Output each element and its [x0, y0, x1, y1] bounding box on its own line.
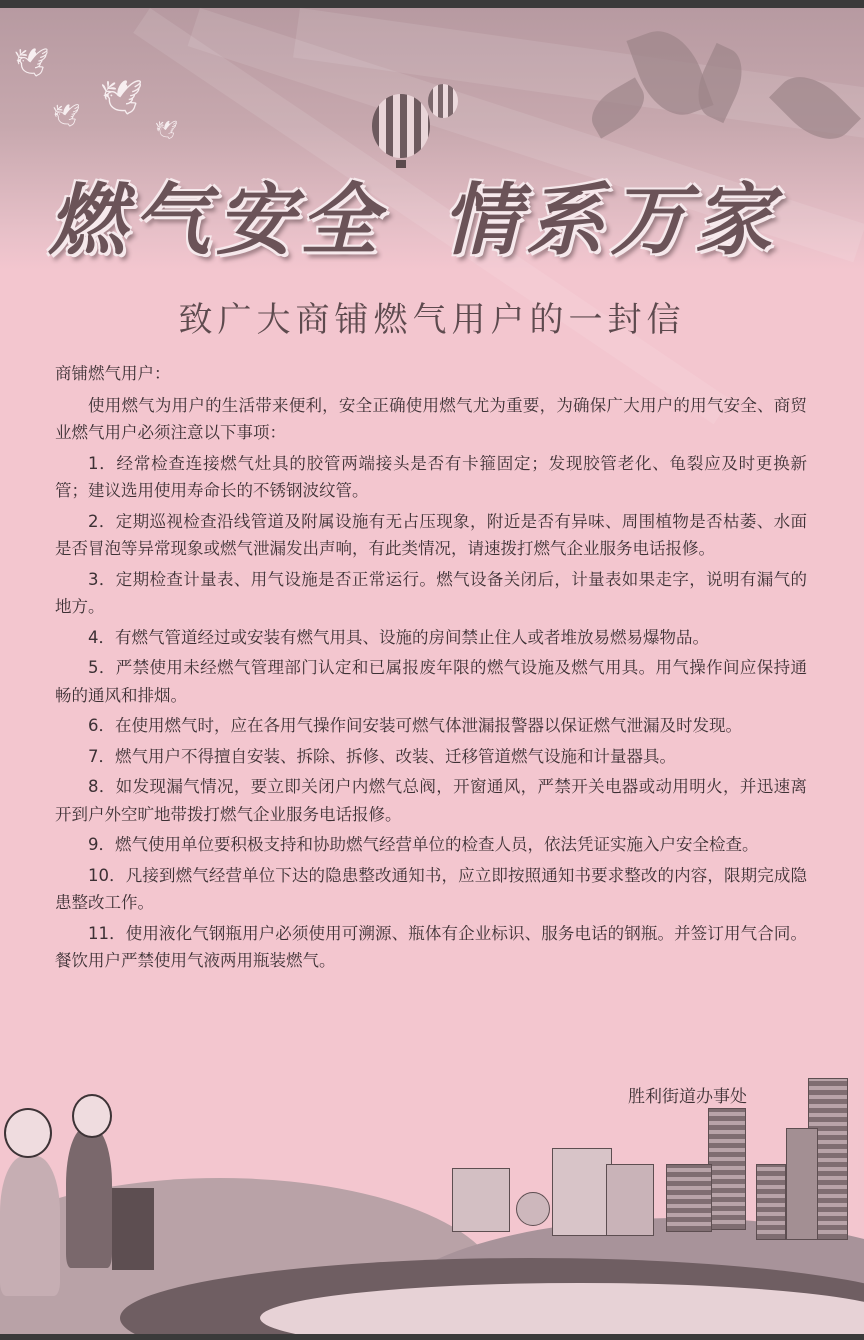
bird-icon: 🕊: [100, 78, 144, 118]
child-figure: [0, 1156, 60, 1296]
list-item: 11．使用液化气钢瓶用户必须使用可溯源、瓶体有企业标识、服务电话的钢瓶。并签订用气合同。餐饮用户严禁使用气液两用瓶装燃气。: [55, 923, 807, 970]
list-item: 9．燃气使用单位要积极支持和协助燃气经营单位的检查人员，依法凭证实施入户安全检查。: [88, 835, 759, 854]
girl-figure: [66, 1128, 112, 1268]
list-item: 2．定期巡视检查沿线管道及附属设施有无占压现象，附近是否有异味、周围植物是否枯萎、水面是否冒泡等异常现象或燃气泄漏发出声响，有此类情况，请速拨打燃气企业服务电话报修。: [55, 511, 807, 558]
building: [708, 1108, 746, 1230]
intro-paragraph: 使用燃气为用户的生活带来便利，安全正确使用燃气尤为重要，为确保广大用户的用气安全、商贸业燃气用户必须注意以下事项：: [55, 395, 807, 442]
stove: [112, 1188, 154, 1270]
building: [786, 1128, 818, 1240]
list-item: 5．严禁使用未经燃气管理部门认定和已属报废年限的燃气设施及燃气用具。用气操作间应保持通畅的通风和排烟。: [55, 658, 807, 705]
building: [606, 1164, 654, 1236]
list-item: 7．燃气用户不得擅自安装、拆除、拆修、改装、迁移管道燃气设施和计量器具。: [88, 746, 676, 766]
building: [552, 1148, 612, 1236]
footer-illustration: [0, 1068, 864, 1334]
building: [756, 1164, 786, 1240]
letter-body: [55, 360, 807, 978]
ferris-wheel: [516, 1192, 550, 1226]
child-head: [4, 1108, 52, 1158]
header-banner: [0, 8, 864, 270]
balloon-basket: [396, 160, 406, 168]
building: [452, 1168, 510, 1232]
bird-icon: 🕊: [52, 104, 80, 129]
building: [666, 1164, 712, 1232]
list-item: 10．凡接到燃气经营单位下达的隐患整改通知书，应立即按照通知书要求整改的内容，限期完成隐患整改工作。: [55, 865, 807, 912]
slogan-left: 燃气安全: [48, 176, 385, 266]
salutation: 商铺燃气用户：: [55, 364, 171, 383]
bird-icon: 🕊: [155, 120, 178, 141]
list-item: 3．定期检查计量表、用气设施是否正常运行。燃气设备关闭后，计量表如果走字，说明有漏气的地方。: [55, 569, 807, 616]
list-item: 4．有燃气管道经过或安装有燃气用具、设施的房间禁止住人或者堆放易燃易爆物品。: [88, 627, 709, 647]
hot-air-balloon-icon: [372, 94, 430, 158]
list-item: 6．在使用燃气时，应在各用气操作间安装可燃气体泄漏报警器以保证燃气泄漏及时发现。: [88, 716, 742, 735]
signature-office: 胜利街道办事处: [628, 1087, 747, 1107]
hot-air-balloon-icon: [428, 84, 458, 118]
poster-sheet: [0, 8, 864, 1334]
girl-head: [72, 1094, 112, 1138]
list-item: 8．如发现漏气情况，要立即关闭户内燃气总阀，开窗通风，严禁开关电器或动用明火，并迅速离开到户外空旷地带拨打燃气企业服务电话报修。: [55, 777, 807, 824]
slogan-right: 情系万家: [442, 176, 779, 266]
list-item: 1．经常检查连接燃气灶具的胶管两端接头是否有卡箍固定；发现胶管老化、龟裂应及时更换新管；建议选用使用寿命长的不锈钢波纹管。: [55, 453, 807, 500]
bird-icon: 🕊: [14, 46, 50, 79]
letter-title: 致广大商铺燃气用户的一封信: [178, 300, 686, 340]
